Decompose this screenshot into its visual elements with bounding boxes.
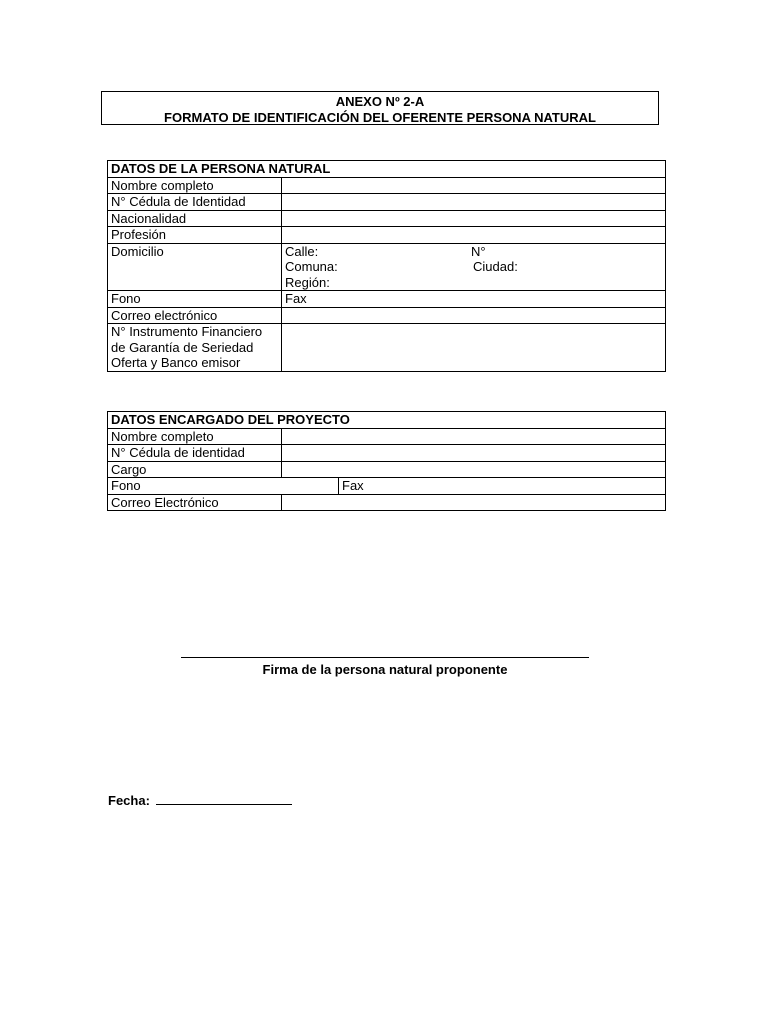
persona-natural-table [107, 160, 666, 372]
fecha-label: Fecha: [108, 793, 150, 808]
table-row [108, 177, 666, 194]
form-title: FORMATO DE IDENTIFICACIÓN DEL OFERENTE PERSONA NATURAL [164, 109, 596, 125]
table-row [108, 461, 666, 478]
signature-line[interactable] [181, 649, 589, 658]
enc-nombre-label: Nombre completo [108, 428, 282, 445]
annex-number: ANEXO Nº 2-A [335, 94, 425, 109]
enc-correo-field[interactable] [282, 494, 666, 511]
fecha-row [108, 793, 292, 808]
enc-nombre-field[interactable] [282, 428, 666, 445]
table-row [108, 428, 666, 445]
table-row [108, 494, 666, 511]
profesion-field[interactable] [282, 227, 666, 244]
cedula-label: N° Cédula de Identidad [108, 194, 282, 211]
region-label: Región: [285, 274, 330, 290]
enc-cargo-label: Cargo [108, 461, 282, 478]
enc-correo-label: Correo Electrónico [108, 494, 282, 511]
instrumento-field[interactable] [282, 324, 666, 372]
domicilio-field[interactable] [282, 243, 666, 291]
cedula-field[interactable] [282, 194, 666, 211]
document-title-box [101, 91, 659, 125]
fecha-field[interactable] [156, 794, 292, 805]
table-row [108, 478, 666, 495]
table-row [108, 194, 666, 211]
calle-label: Calle: [285, 243, 319, 259]
table-row [108, 210, 666, 227]
nombre-field[interactable] [282, 177, 666, 194]
domicilio-label: Domicilio [108, 243, 282, 291]
nacionalidad-label: Nacionalidad [108, 210, 282, 227]
correo-field[interactable] [282, 307, 666, 324]
enc-cargo-field[interactable] [282, 461, 666, 478]
instrumento-label: N° Instrumento Financiero de Garantía de Seriedad Oferta y Banco emisor [108, 324, 282, 372]
table-row [108, 307, 666, 324]
enc-fono-label: Fono [108, 478, 339, 495]
table-row [108, 291, 666, 308]
table-row [108, 243, 666, 291]
comuna-label: Comuna: [285, 259, 338, 274]
enc-cedula-field[interactable] [282, 445, 666, 462]
persona-section-heading: DATOS DE LA PERSONA NATURAL [108, 161, 666, 178]
profesion-label: Profesión [108, 227, 282, 244]
numero-label: N° [471, 243, 486, 259]
nombre-label: Nombre completo [108, 177, 282, 194]
enc-fax-label: Fax [339, 478, 666, 495]
encargado-section-heading: DATOS ENCARGADO DEL PROYECTO [108, 412, 666, 429]
enc-cedula-label: N° Cédula de identidad [108, 445, 282, 462]
table-row [108, 324, 666, 372]
signature-caption: Firma de la persona natural proponente [262, 662, 508, 677]
table-row [108, 445, 666, 462]
fono-label: Fono [108, 291, 282, 308]
nacionalidad-field[interactable] [282, 210, 666, 227]
encargado-table [107, 411, 666, 511]
correo-label: Correo electrónico [108, 307, 282, 324]
fax-label: Fax [282, 291, 666, 308]
table-row [108, 227, 666, 244]
ciudad-label: Ciudad: [473, 259, 518, 274]
